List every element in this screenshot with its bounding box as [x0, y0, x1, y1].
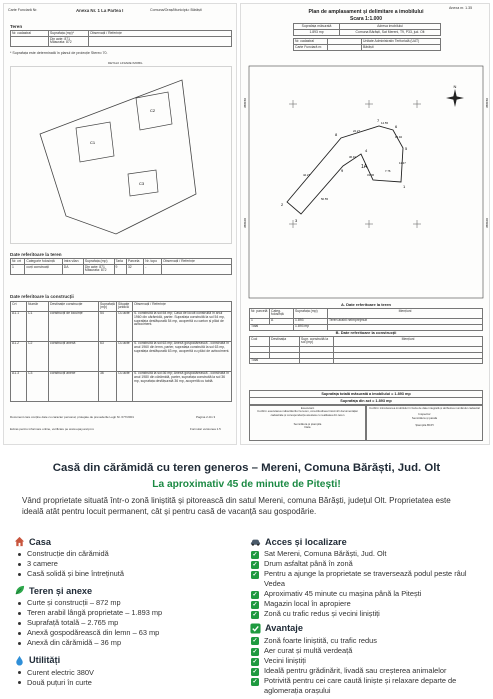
sign-inspector: [366, 405, 483, 441]
list-item: [250, 559, 482, 569]
coord-right-1: 358100: [485, 217, 489, 228]
table-row: [11, 371, 232, 401]
acces-item: Pentru a ajunge la proprietate se traversează podul peste râul Vedea: [264, 569, 467, 588]
footer-form: Formular versiunea 1.5: [190, 427, 221, 431]
td: Din acte: 871 Măsurata: 872: [83, 264, 114, 274]
th: Parcela: [126, 259, 143, 265]
listing-headline: Casă din cărămidă cu teren generos – Mereni, Comuna Bărăști, Jud. Olt: [52, 462, 441, 474]
td: [334, 358, 483, 364]
avantaje-item: Potrivită pentru cei care caută liniște și relaxare departe de aglomerația orașului: [264, 676, 457, 695]
svg-text:N: N: [453, 84, 457, 89]
list-item: Curte și construcții – 872 mp: [14, 598, 236, 608]
section-utilitati: [14, 655, 236, 666]
label-c1: C1: [90, 140, 96, 145]
avantaje-item: Vecini liniștiți: [264, 656, 306, 666]
td-crt: A1.2: [11, 341, 27, 371]
svg-text:4: 4: [365, 148, 368, 153]
check-icon: ✓: [252, 658, 258, 665]
tb-title: B. Date referitoare la construcții: [335, 330, 397, 335]
ta-title: A. Date referitoare la teren: [340, 302, 392, 307]
executant-text: Confirm executarea măsurătorilor la teren, corectitudinea întocmirii documentației cadastrale și corespondența acesteia cu realitatea din teren: [257, 409, 358, 417]
comuna-label: Comuna/Oraș/Municipiu: Bărăști: [150, 8, 202, 12]
td-area: 1.893 mp: [294, 29, 340, 35]
th: Crt: [11, 302, 27, 312]
th: Categ. folosință: [270, 309, 294, 319]
coord-left-1: 358100: [243, 217, 247, 228]
list-item: [250, 636, 482, 646]
list-item: Teren arabil lângă proprietate – 1.893 mp: [14, 608, 236, 618]
th: Observații / Referințe: [89, 31, 232, 37]
th: Mențiuni: [328, 309, 483, 319]
plan-drawing: [241, 64, 491, 300]
td: -: [144, 264, 162, 274]
th: Suprafața măsurată: [294, 24, 340, 30]
extras-carte-funciara: [3, 3, 237, 445]
avantaje-item: Ideală pentru grădinărit, livadă sau creșterea animalelor: [264, 666, 447, 676]
tb-table: [249, 336, 483, 364]
th: Număr: [27, 302, 49, 312]
td-obs: S. construită la sol:63 mp; Anexă gospodărească - construită în anul 1960 din lemn, parter, suprafața construită la sol 63 mp, suprafața desfășurată 63 mp, acoperită cu plăci de azbociment.: [133, 341, 232, 371]
td: [162, 264, 232, 274]
list-item: [250, 589, 482, 599]
carte-funciara-label: Carte Funciară Nr.: [8, 8, 38, 12]
ta-table: [249, 308, 483, 331]
th: Adresa imobilului: [340, 24, 441, 30]
th: Suprafață (mp): [100, 301, 115, 310]
list-item: Curent electric 380V: [14, 668, 236, 678]
list-item: [250, 609, 482, 619]
utilitati-list: [14, 668, 236, 688]
td: 32: [126, 264, 143, 274]
th: Observații / Referințe: [162, 259, 232, 265]
svg-text:8: 8: [335, 132, 338, 137]
svg-text:1: 1: [403, 184, 406, 189]
td: 1: [250, 318, 270, 324]
section-avantaje: [250, 623, 482, 634]
section-acces: [250, 536, 482, 547]
td-dest: construcții de locuințe: [49, 311, 99, 341]
check-icon: ✓: [252, 551, 258, 558]
footer-page: Pagina 2 din 3: [196, 415, 216, 419]
td: [300, 358, 334, 364]
td: Teren arabil neimprejmuit: [328, 318, 483, 324]
th: Suprafața (mp): [83, 259, 114, 265]
td: [89, 36, 232, 46]
th: Destinația: [270, 337, 300, 347]
td: 1.893: [294, 318, 328, 324]
td-dest: construcții anexă: [49, 341, 99, 371]
th: Situație juridică: [117, 302, 133, 312]
td: Carte Funciară nr.: [294, 44, 328, 50]
svg-text:42.27: 42.27: [303, 173, 310, 177]
th: Intra vilan: [62, 259, 83, 265]
section-teren: [14, 585, 236, 596]
anexa-title: Anexa Nr. 1 La Partea I: [76, 8, 124, 13]
th: Destinație construcție: [49, 302, 99, 312]
table-row: [11, 341, 232, 371]
td: DA: [62, 264, 83, 274]
th: Suprafața (mp): [294, 309, 328, 319]
executant-label: Executant: [300, 406, 315, 410]
list-item: Suprafață totală – 2.765 mp: [14, 618, 236, 628]
house-icon: [14, 536, 25, 547]
td: [328, 44, 362, 50]
plan-title: Plan de amplasament și delimitare a imobilului: [308, 9, 424, 15]
footnote: * Suprafața este determinată în planul de proiecție Stereo 70.: [10, 51, 108, 55]
list-item: Construcție din cărămidă: [14, 549, 236, 559]
th: Nr. crt: [11, 259, 25, 265]
td-sit: Cu acte: [117, 371, 133, 401]
list-item: [250, 676, 482, 695]
td: Total: [250, 324, 294, 330]
total-measured: Suprafața totală măsurată a imobilului = 1.893 mp: [249, 390, 483, 398]
inspector-stamp: Ștampila BCPI: [415, 422, 434, 427]
casa-title: Casa: [29, 536, 51, 547]
acces-list: [250, 549, 482, 619]
acces-item: Drum asfaltat până în zonă: [264, 559, 353, 569]
parcel-label: 1A: [361, 164, 368, 170]
td-nr: C3: [27, 371, 49, 401]
check-icon: ✓: [252, 561, 258, 568]
list-item: [250, 666, 482, 676]
svg-text:14.55: 14.55: [381, 121, 388, 125]
svg-text:22.27: 22.27: [353, 129, 360, 133]
listing-panel: [0, 452, 493, 699]
check-icon: ✓: [252, 601, 258, 608]
list-item: [250, 656, 482, 666]
list-item: 3 camere: [14, 559, 236, 569]
check-icon: ✓: [252, 591, 258, 598]
plan-scale: Scara 1:1.000: [350, 16, 382, 22]
th: Categorie folosință: [25, 259, 62, 265]
avantaje-item: Aer curat și multă verdeață: [264, 646, 353, 655]
teren-title: Teren: [10, 24, 23, 29]
left-column: [14, 536, 236, 688]
car-icon: [250, 536, 261, 547]
svg-text:11.27: 11.27: [399, 161, 406, 165]
inspector-text: Confirm introducerea imobilului în baza de date integrată și atribuirea numărului cadastral: [369, 406, 480, 410]
inspector-label: Inspector: [418, 412, 431, 417]
avantaje-list: [250, 636, 482, 696]
td-supr: 54: [99, 311, 117, 341]
date-teren-table: [10, 258, 232, 275]
listing-intro: Vând proprietate situată într-o zonă liniștită și pitorească din satul Mereni, comuna Bărăști, județul Olt. Proprietatea este ideală atât pentru locuit permanent, cât și pentru casă de vacanță sau gospodărie.: [22, 496, 451, 516]
th: Cod: [250, 337, 270, 347]
total-act: Suprafața din act = 1.893 mp: [249, 397, 483, 405]
label-c2: C2: [150, 108, 156, 113]
td-obs: S. construită la sol:36 mp; Anexă gospodărească - construită în anul 1980 din cărămidă, parter, suprafața construită la sol 36 mp, suprafața desfășurată 36 mp, acoperită cu tablă.: [133, 371, 232, 401]
list-item: Anexă din cărămidă – 36 mp: [14, 638, 236, 648]
acces-item: Zonă cu trafic redus și vecini liniștiți: [264, 609, 380, 619]
list-item: [250, 569, 482, 588]
footer-left: Document care conține date cu caracter personal, protejate de prevederile Legii Nr. 677/2001: [10, 415, 134, 419]
td: curți construcții: [25, 264, 62, 274]
td-supr: 63: [99, 341, 117, 371]
svg-text:10.92: 10.92: [395, 135, 402, 139]
td-crt: A1.3: [11, 371, 27, 401]
svg-text:50.55: 50.55: [321, 197, 328, 201]
svg-text:3: 3: [295, 218, 298, 223]
acces-item: Magazin local în apropiere: [264, 599, 351, 609]
td-sit: Cu acte: [117, 341, 133, 371]
check-icon: ✓: [252, 571, 258, 578]
svg-text:5: 5: [405, 146, 408, 151]
th: Observații / Referințe: [133, 302, 232, 312]
list-item: [250, 599, 482, 609]
date-constr-title: Date referitoare la construcții: [10, 294, 74, 299]
th: Nr. cadastral: [11, 31, 49, 37]
casa-list: [14, 549, 236, 579]
svg-text:6: 6: [395, 124, 398, 129]
td-nr: C2: [27, 341, 49, 371]
th: Nr. topo: [144, 259, 162, 265]
check-icon: ✓: [252, 668, 258, 675]
coord-left-0: 358150: [243, 97, 247, 108]
parcel-outline: [40, 80, 196, 234]
avantaje-title: Avantaje: [265, 623, 303, 634]
section-casa: [14, 536, 236, 547]
svg-text:2: 2: [281, 202, 284, 207]
check-icon: ✓: [252, 678, 258, 685]
list-item: [250, 646, 482, 656]
td: Total: [250, 358, 300, 364]
check-icon: ✓: [252, 638, 258, 645]
check-icon: ✓: [252, 648, 258, 655]
td: Unitate Administrativ Teritorială (UAT): [362, 39, 441, 45]
sign-executant: [249, 405, 366, 441]
north-arrow-icon: [446, 84, 464, 107]
table-row: [11, 311, 232, 341]
td: 9: [114, 264, 126, 274]
avantaje-item: Zonă foarte liniștită, cu trafic redus: [264, 635, 377, 645]
right-column: [250, 536, 482, 696]
list-item: Două puțuri în curte: [14, 678, 236, 688]
th: Tarla: [114, 259, 126, 265]
td-crt: A1.1: [11, 311, 27, 341]
executant-sign: Semnătura și ștampila: [293, 421, 322, 426]
svg-text:9: 9: [341, 168, 344, 173]
td-dest: construcții anexe: [49, 371, 99, 401]
label-c3: C3: [139, 181, 145, 186]
plan-cadastral-table: [293, 38, 441, 51]
list-item: Casă solidă și bine întreținută: [14, 569, 236, 579]
listing-subhead: La aproximativ 45 de minute de Pitești!: [152, 479, 341, 490]
td: Nr. cadastral: [294, 39, 328, 45]
td-obs: S. construită la sol:54 mp; Casa de locuit construită în anul 1960 din cărămidă, parter. Suprafața construită la sol 54 mp, suprafața desfășurată 54 mp, acoperită cu carton și plăci de azbociment.: [133, 311, 232, 341]
acces-item: Aproximativ 45 minute cu mașina până la Pitești: [264, 589, 422, 598]
anexa-label: Anexa nr. 1.35: [449, 6, 473, 10]
td-nr: C1: [27, 311, 49, 341]
acces-item: Sat Mereni, Comuna Bărăști, Jud. Olt: [264, 549, 387, 558]
detalii-label: DETALII LINIARE IMOBIL: [108, 61, 143, 65]
footer-portal: Extras pentru informare online, verificare pe www.epay.ancpi.ro: [10, 427, 94, 431]
dimension-labels: [303, 121, 406, 201]
utilitati-title: Utilități: [29, 655, 61, 665]
list-item: [250, 549, 482, 559]
executant-date: Data: [304, 425, 311, 430]
td: Bărăști: [362, 44, 441, 50]
teren-title: Teren și anexe: [29, 585, 93, 596]
acces-title: Acces și localizare: [265, 536, 347, 547]
svg-text:7: 7: [377, 118, 380, 123]
th: Suprafața (mp)*: [49, 31, 89, 37]
water-drop-icon: [14, 655, 25, 666]
date-constr-table: [10, 301, 232, 402]
td-supr: 36: [99, 371, 117, 401]
svg-text:31.06: 31.06: [367, 173, 374, 177]
plan-header-table: [293, 23, 441, 36]
inspector-sign: Semnătura și parafa: [411, 415, 438, 420]
td: [11, 36, 49, 46]
td: 1: [11, 264, 25, 274]
th: Mențiuni: [334, 337, 483, 347]
list-item: Anexă gospodărească din lemn – 63 mp: [14, 628, 236, 638]
leaf-icon: [14, 585, 25, 596]
check-icon: ✓: [252, 611, 258, 618]
parcel-sketch: [10, 66, 232, 244]
check-square-icon: [250, 623, 261, 634]
td-sit: Cu acte: [117, 311, 133, 341]
plan-amplasament: [240, 3, 490, 445]
th: Nr. parcelă: [250, 309, 270, 319]
td: 1.893 mp: [294, 324, 328, 330]
svg-text:7.76: 7.76: [385, 169, 391, 173]
td-area: Din acte: 871 Măsurata: 872: [49, 36, 89, 46]
svg-text:36.91: 36.91: [349, 155, 356, 159]
th: Supr. construită la sol (mp): [300, 337, 334, 347]
td-address: Comuna Bărăști, Sat Mereni, T9, P33, jud. Olt: [340, 29, 441, 35]
teren-table: [10, 30, 232, 47]
coord-right-0: 358150: [485, 97, 489, 108]
date-teren-title: Date referitoare la teren: [10, 252, 62, 257]
teren-list: [14, 598, 236, 648]
td: A: [270, 318, 294, 324]
